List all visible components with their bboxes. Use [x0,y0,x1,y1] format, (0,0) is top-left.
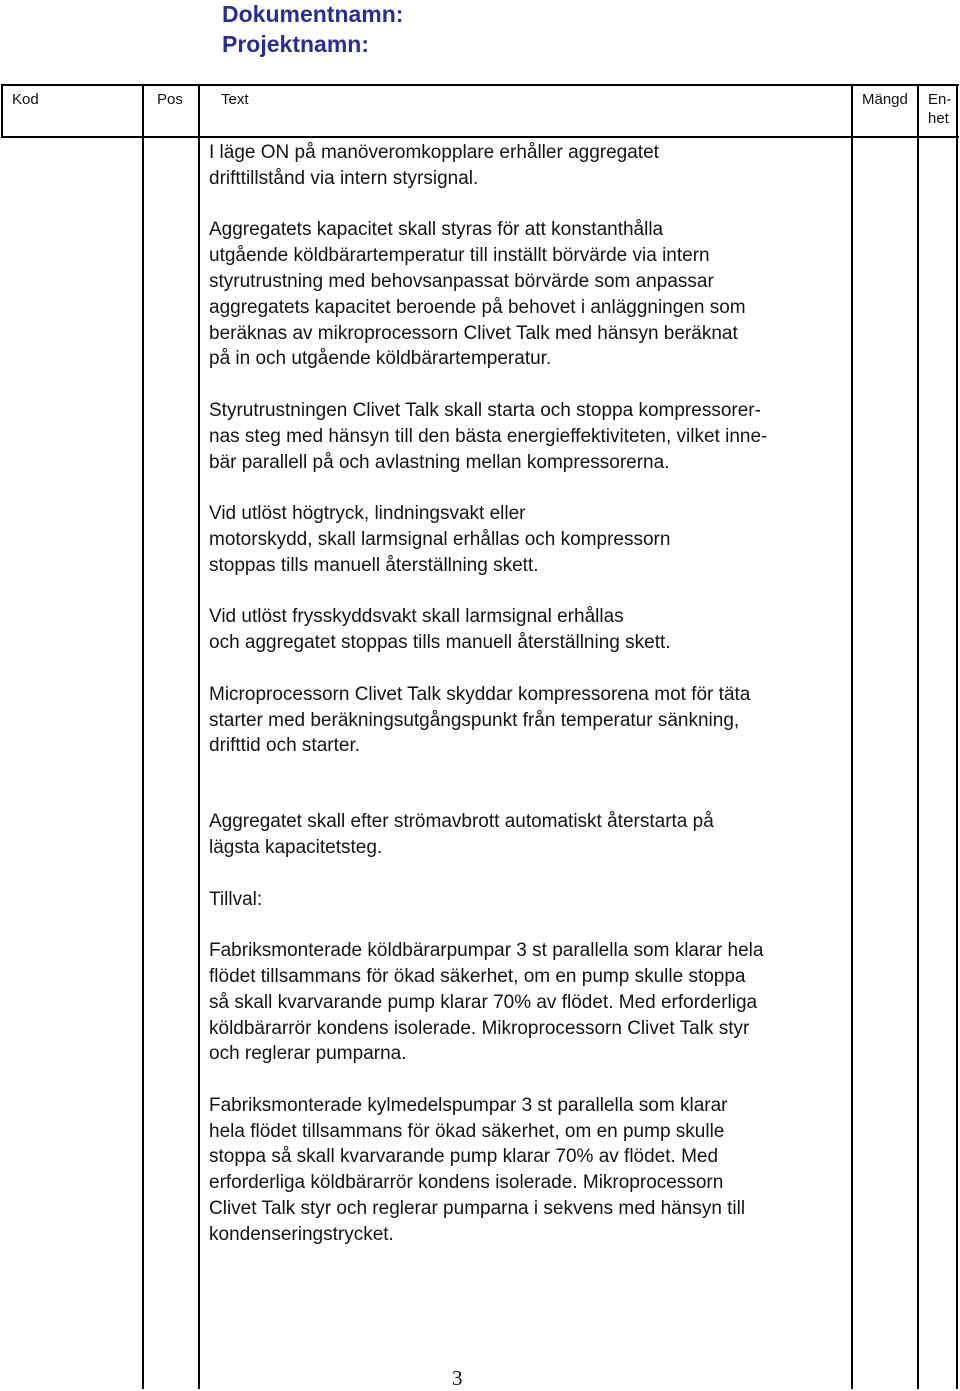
table-left-border [1,84,3,138]
paragraph-auto-restart: Aggregatet skall efter strömavbrott automatiskt återstarta på lägsta kapacitetsteg. [209,811,714,858]
column-header-kod: Kod [12,91,39,108]
column-header-enhet: En- het [928,91,952,127]
paragraph-on-mode: I läge ON på manöveromkopplare erhåller aggregatet drifttillstånd via intern styrsignal. [209,142,659,189]
specification-text [209,140,869,1248]
page-number: 3 [452,1366,463,1390]
paragraph-capacity-control: Aggregatets kapacitet skall styras för att konstanthålla utgående köldbärartemperatur till inställt börvärde via intern styrutrustning med behovsanpassat börvärde som anpassar aggregatets kapacitet beroende på behovet i anläggningen som beräknas av mikroprocessorn Clivet Talk med hänsyn beräknat på in och utgående köldbärartemperatur. [209,219,746,370]
column-header-pos: Pos [157,91,183,108]
paragraph-coolant-pumps-option: Fabriksmonterade kylmedelspumpar 3 st parallella som klarar hela flödet tillsammans för ökad säkerhet, om en pump skulle stoppa så skall kvarvarande pump klarar 70% av flödet. Med erforderliga köldbärarrör kondens isolerade. Mikroprocessorn Clivet Talk styr och reglerar pumparna i sekvens med hänsyn till kondenseringstrycket. [209,1094,746,1245]
column-header-mangd: Mängd [862,91,908,108]
document-name-label: Dokumentnamn: [222,1,404,27]
column-divider-pos [142,84,144,1389]
column-divider-text [198,84,200,1389]
paragraph-high-pressure-alarm: Vid utlöst högtryck, lindningsvakt eller motorskydd, skall larmsignal erhållas och kompressorn stoppas tills manuell återställning skett. [209,503,671,576]
paragraph-brine-pumps-option: Fabriksmonterade köldbärarpumpar 3 st parallella som klarar hela flödet tillsammans för ökad säkerhet, om en pump skulle stoppa så skall kvarvarande pump klarar 70% av flödet. Med erforderliga köldbärarrör kondens isolerade. Mikroprocessorn Clivet Talk styr och reglerar pumparna. [209,940,764,1065]
paragraph-compressor-protection: Microprocessorn Clivet Talk skyddar kompressorena mot för täta starter med beräkningsutgångspunkt från temperatur sänkning, drifttid och starter. [209,683,751,757]
column-header-text: Text [221,91,249,108]
table-right-border [956,84,958,1389]
table-header-rule [1,136,959,138]
paragraph-freeze-protection: Vid utlöst frysskyddsvakt skall larmsignal erhållas och aggregatet stoppas tills manuell återställning skett. [209,606,671,654]
column-divider-enhet [917,84,919,1389]
paragraph-compressor-staging: Styrutrustningen Clivet Talk skall starta och stoppa kompressorer- nas steg med hänsyn till den bästa energieffektiviteten, vilket inne- bär parallell på och avlastning mellan kompressorerna. [209,399,768,473]
table-top-rule [1,84,959,86]
paragraph-options-heading: Tillval: [209,888,263,910]
project-name-label: Projektnamn: [222,31,369,57]
